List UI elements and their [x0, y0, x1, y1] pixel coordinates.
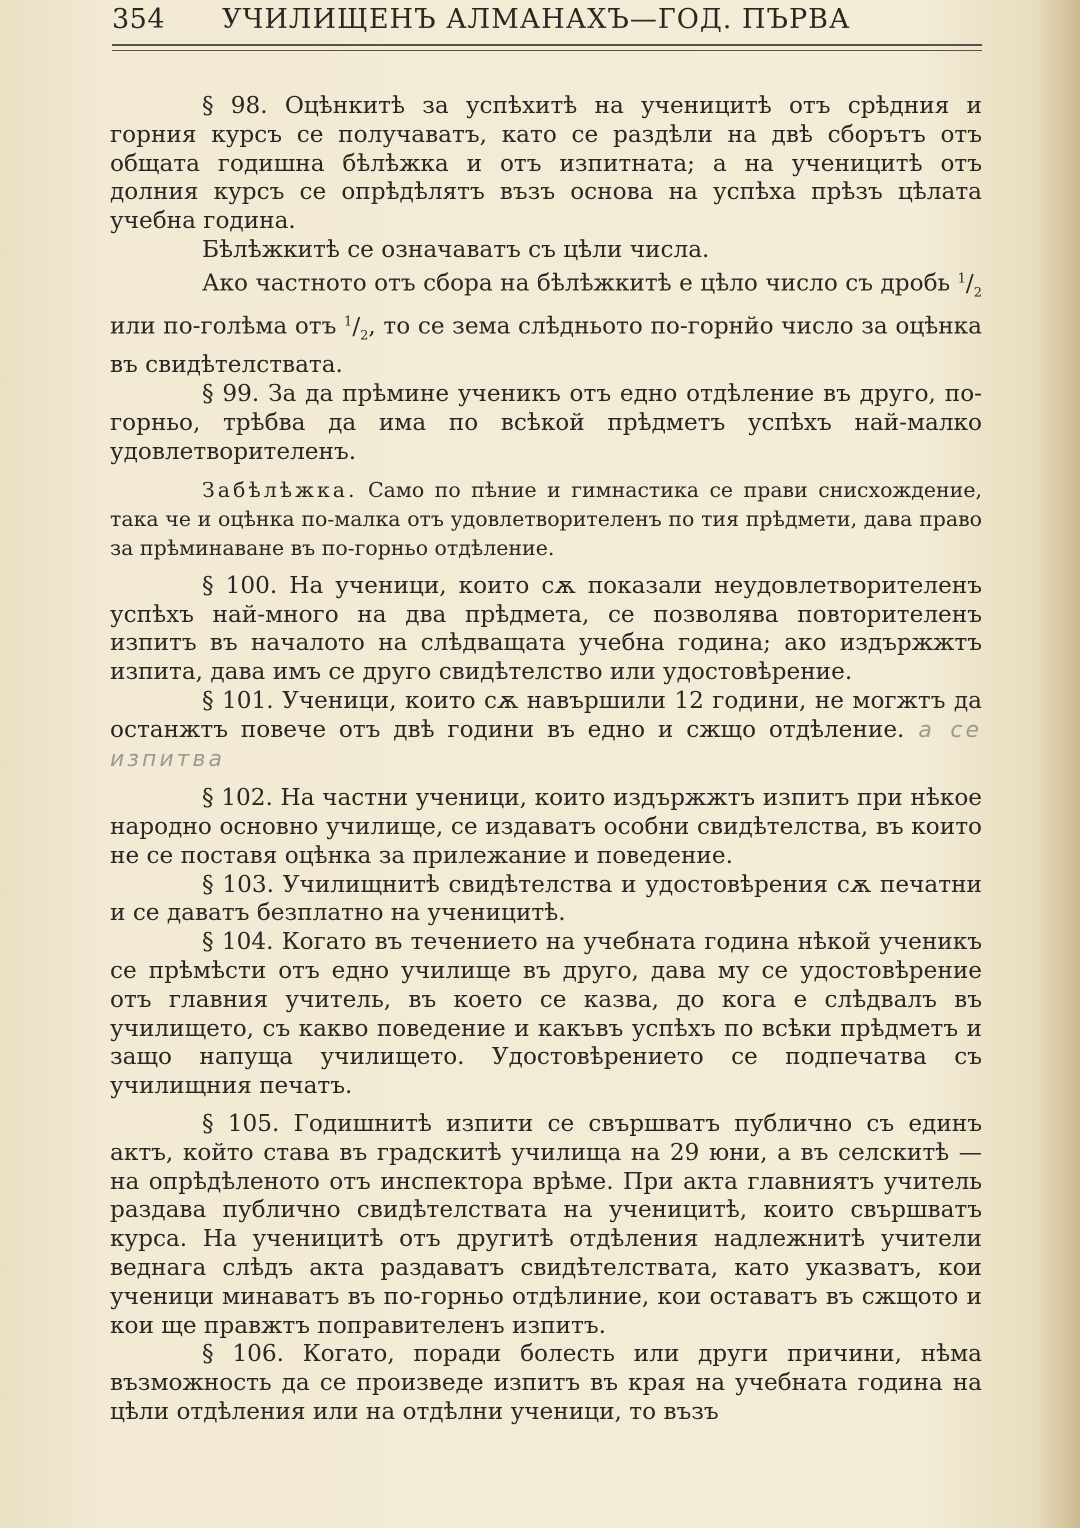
handwritten-annotation: а се изпитва: [110, 717, 982, 773]
paragraph-105: § 105. Годишнитѣ изпити се свършватъ публично съ единъ актъ, който става въ градскитѣ училища на 29 юни, а въ селскитѣ — на опрѣдѣленото отъ инспектора врѣме. При акта главниятъ учитель раздава публично свидѣтелствата на ученицитѣ, които свършватъ курса. На ученицитѣ отъ другитѣ отдѣления надлежнитѣ учители веднага слѣдъ акта раздаватъ свидѣтелствата, като указватъ, кои ученици минаватъ въ по-горньо отдѣлиние, кои оставатъ въ сжщото и кои ще правжтъ поправителенъ изпитъ.: [110, 1110, 982, 1339]
paragraph-101-text: § 101. Ученици, които сѫ навършили 12 години, не могжтъ да останжтъ повече отъ двѣ години въ едно и сжщо отдѣление.: [110, 686, 982, 743]
page-number: 354: [112, 4, 166, 35]
paragraph-104: § 104. Когато въ течението на учебната година нѣкой ученикъ се прѣмѣсти отъ едно училище въ друго, дава му се удостовѣрение отъ главния учитель, въ което се казва, до кога е слѣдвалъ въ училището, съ какво поведение и какъвъ успѣхъ по всѣки прѣдметъ и защо напуща училището. Удостовѣрението се подпечатва съ училищния печатъ.: [110, 928, 982, 1100]
paragraph-98: § 98. Оцѣнкитѣ за успѣхитѣ на ученицитѣ отъ срѣдния и горния курсъ се получаватъ, като се раздѣли на двѣ сборътъ отъ общата годишна бѣлѣжка и отъ изпитната; а на ученицитѣ отъ долния курсъ се опрѣдѣлятъ възъ основа на успѣха прѣзъ цѣлата учебна година.: [110, 92, 982, 235]
running-title: УЧИЛИЩЕНЪ АЛМАНАХЪ—ГОД. ПЪРВА: [222, 4, 851, 35]
rounding-text-b: или по-голѣма отъ: [110, 312, 337, 340]
fraction-denominator: 2: [973, 285, 982, 301]
note-label: Забѣлѣжка.: [202, 478, 358, 503]
footnote-remark: [110, 476, 982, 562]
paragraph-98-marks: Бѣлѣжкитѣ се означаватъ съ цѣли числа.: [202, 235, 710, 263]
rounding-text-a: Ако частното отъ сбора на бѣлѣжкитѣ е цѣло число съ дробь: [202, 269, 951, 297]
note-text: Само по пѣние и гимнастика се прави снисхождение, така че и оцѣнка по-малка отъ удовлетворителенъ по тия прѣдмети, дава право за прѣминаване въ по-горньо отдѣление.: [110, 478, 982, 560]
paragraph-102: § 102. На частни ученици, които издържжтъ изпитъ при нѣкое народно основно училище, се издаватъ особни свидѣтелства, въ които не се поставя оцѣнка за прилежание и поведение.: [110, 784, 982, 869]
page-header: [112, 4, 982, 44]
paragraph-106: § 106. Когато, поради болесть или други причини, нѣма възможность да се произведе изпитъ въ края на учебната година на цѣли отдѣления или на отдѣлни ученици, то възъ: [110, 1340, 982, 1426]
fraction-numerator: 1: [344, 313, 353, 329]
rounding-text-c: , то се зема слѣдньото по-горнйо число за оцѣнка въ свидѣтелствата.: [110, 312, 982, 379]
paragraph-101: [110, 687, 982, 775]
paragraph-100: § 100. На ученици, които сѫ показали неудовлетворителенъ успѣхъ най-много на два прѣдмета, се позволява повторителенъ изпитъ въ началото на слѣдващата учебна година; ако издържжтъ изпита, дава имъ се друго свидѣтелство или удостовѣрение.: [110, 571, 982, 686]
fraction-half: $^1/_2$: [344, 312, 369, 344]
fraction-numerator: 1: [957, 270, 966, 286]
fraction-half: $^1/_2$: [957, 269, 982, 301]
header-rule: [112, 44, 982, 51]
page-body: [110, 92, 982, 1427]
fraction-denominator: 2: [360, 328, 369, 344]
paragraph-99: § 99. За да прѣмине ученикъ отъ едно отдѣление въ друго, по-горньо, трѣбва да има по всѣкой прѣдметъ успѣхъ най-малко удовлетворителенъ.: [110, 379, 982, 465]
paragraph-98-rounding: [110, 265, 982, 380]
paragraph-103: § 103. Училищнитѣ свидѣтелства и удостовѣрения сѫ печатни и се даватъ безплатно на ученицитѣ.: [110, 870, 982, 927]
